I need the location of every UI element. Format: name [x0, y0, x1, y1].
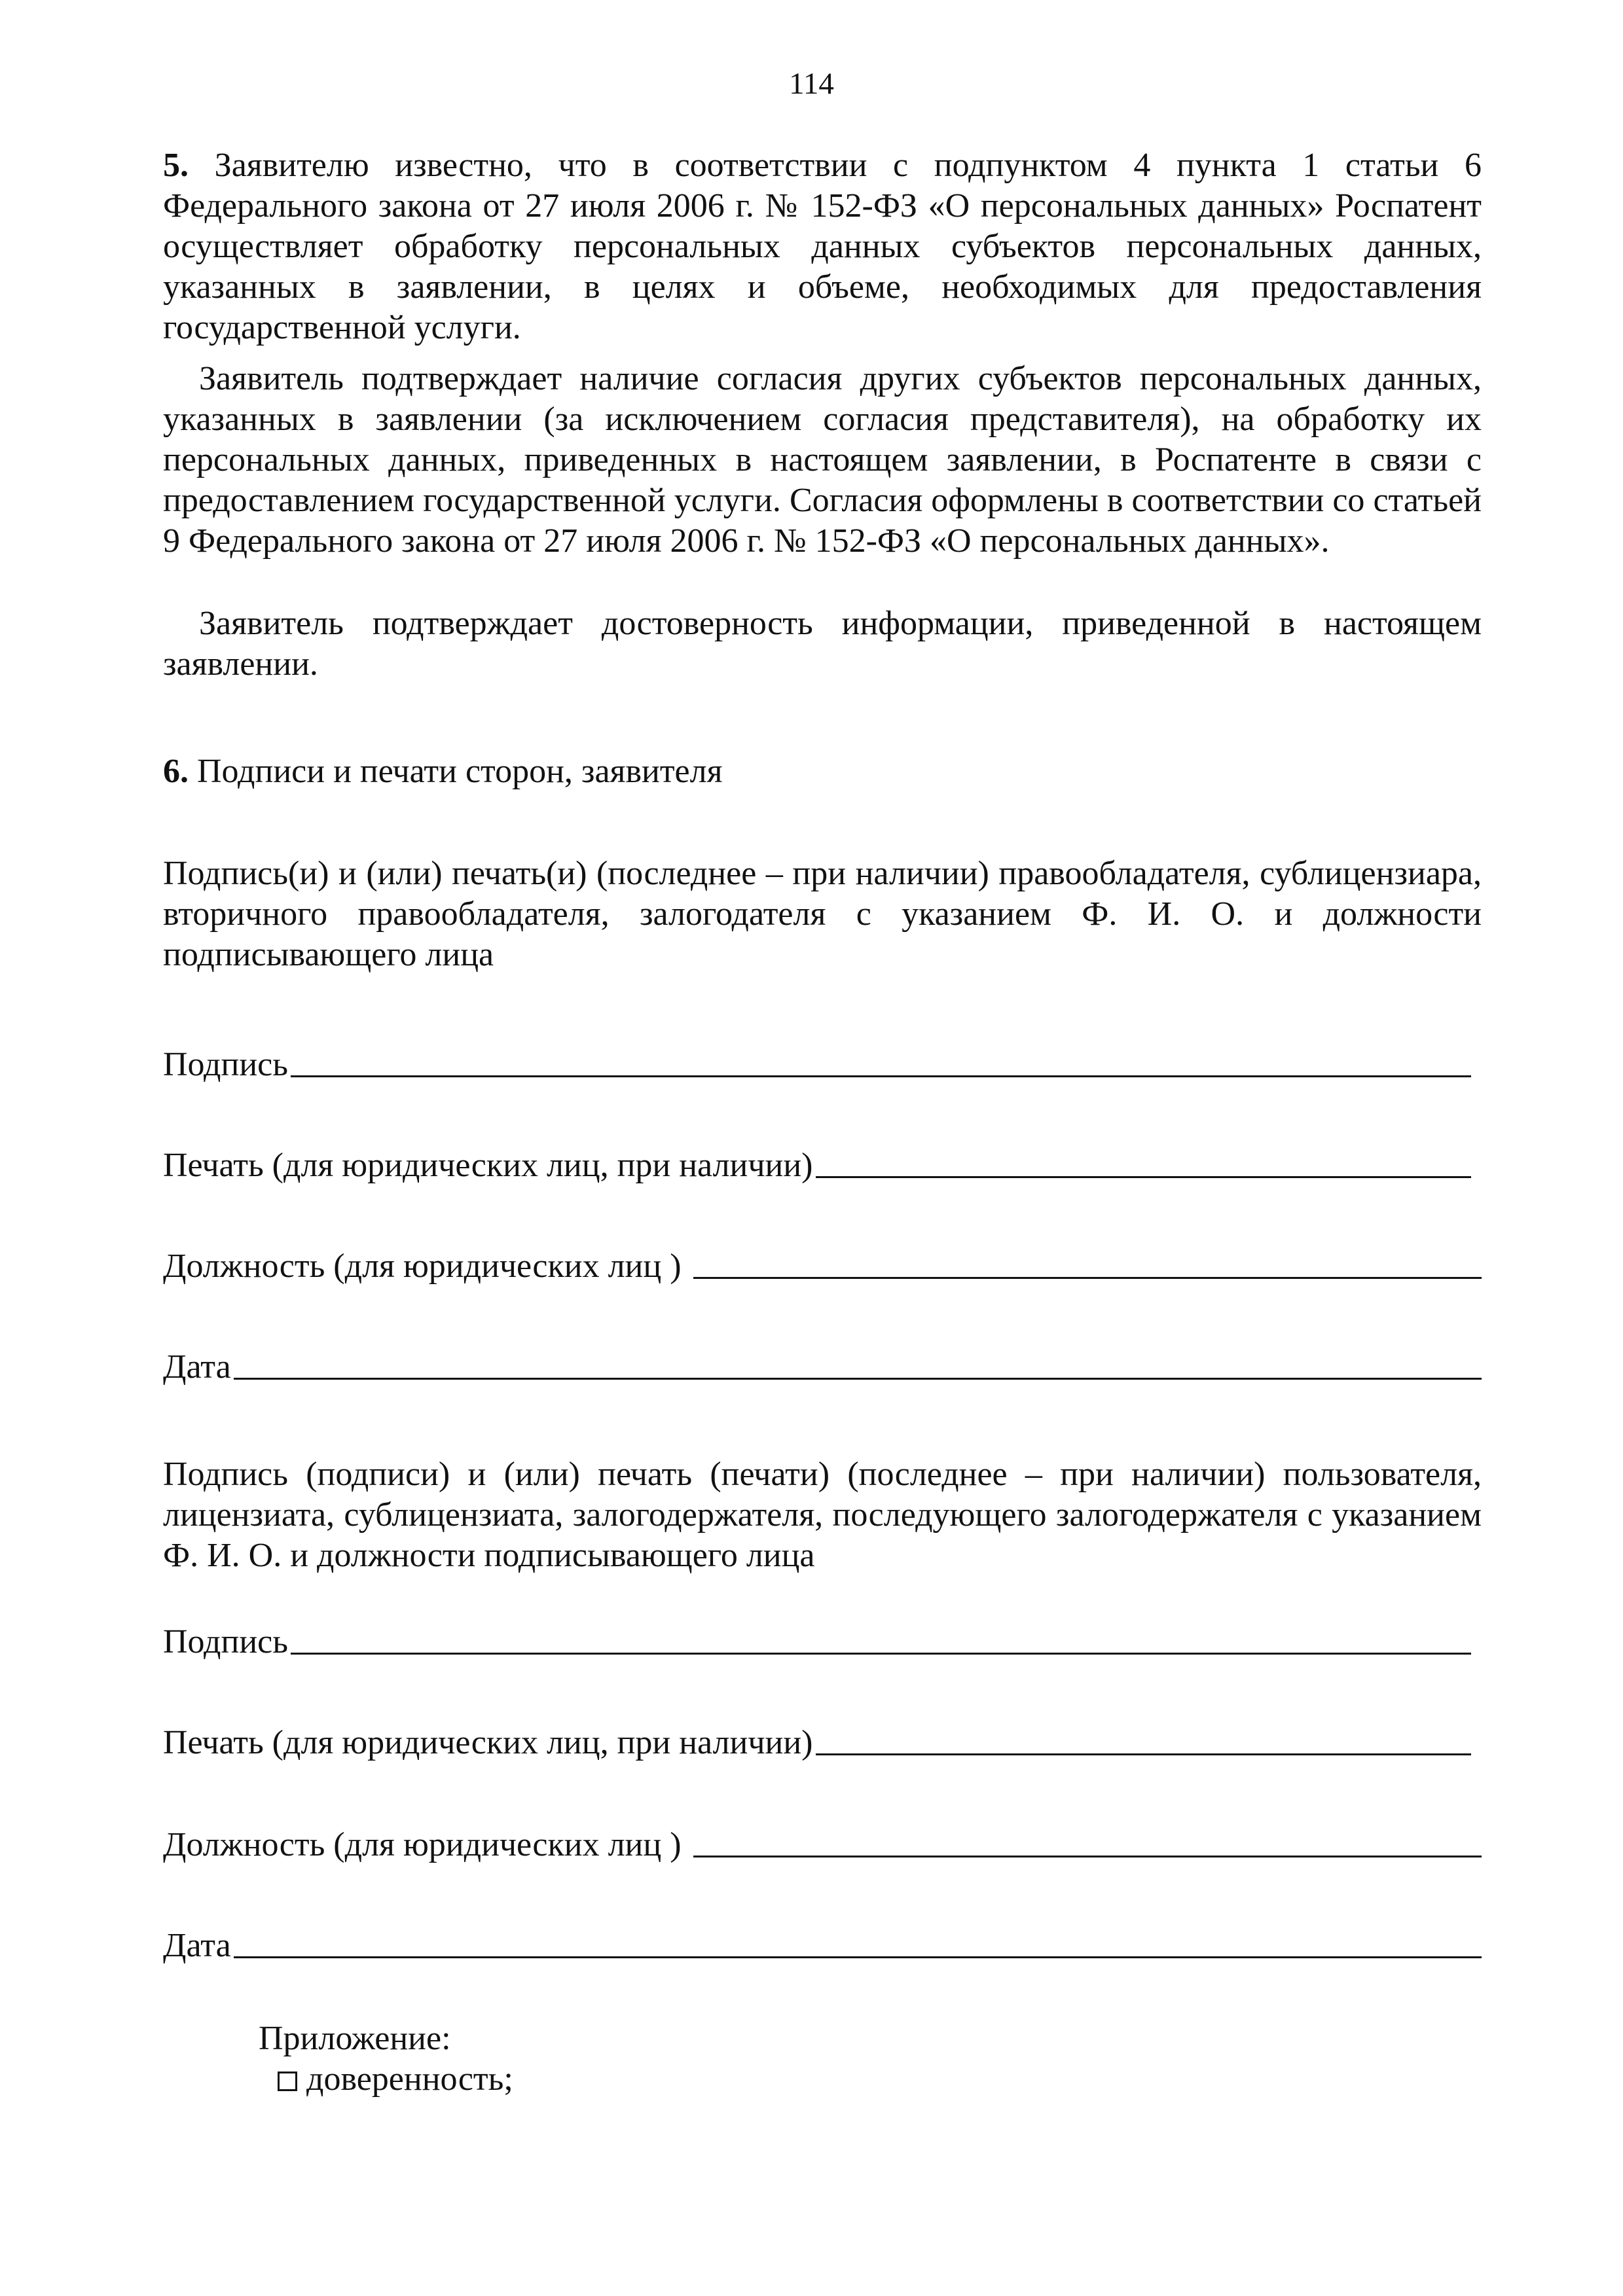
- group1-date-line[interactable]: [234, 1378, 1482, 1380]
- group1-signature-label: Подпись: [163, 1046, 288, 1083]
- group1-seal-label: Печать (для юридических лиц, при наличии): [163, 1147, 813, 1184]
- attachment-checkbox[interactable]: [278, 2072, 297, 2091]
- group1-seal-field[interactable]: [163, 1140, 1471, 1186]
- group2-signature-line[interactable]: [291, 1653, 1471, 1655]
- section6-number: 6.: [163, 753, 189, 790]
- page-number: 114: [789, 67, 834, 101]
- group2-position-field[interactable]: [163, 1820, 1482, 1865]
- section5-paragraph-1: [163, 145, 1482, 348]
- group2-seal-field[interactable]: [163, 1717, 1471, 1763]
- group2-position-label: Должность (для юридических лиц ): [163, 1826, 682, 1863]
- section6-group1-intro: Подпись(и) и (или) печать(и) (последнее – при наличии) правообладателя, сублицензиара, вторичного правообладателя, залогодателя с указанием Ф. И. О. и должности подписывающего лица: [163, 855, 1482, 973]
- group2-signature-label: Подпись: [163, 1623, 288, 1660]
- attachment-item[interactable]: [278, 2059, 513, 2100]
- group2-seal-label: Печать (для юридических лиц, при наличии): [163, 1724, 813, 1761]
- group2-signature-field[interactable]: [163, 1617, 1471, 1662]
- attachment-title: Приложение:: [259, 2020, 451, 2057]
- group1-seal-line[interactable]: [816, 1176, 1472, 1178]
- section6-group2-intro: Подпись (подписи) и (или) печать (печати) (последнее – при наличии) пользователя, лицензиата, сублицензиата, залогодержателя, последующего залогодержателя с указанием Ф. И. О. и должности подписывающего лица: [163, 1456, 1482, 1574]
- attachment-item-label: доверенность;: [306, 2060, 513, 2098]
- group2-date-label: Дата: [163, 1927, 231, 1964]
- group1-position-label: Должность (для юридических лиц ): [163, 1247, 682, 1285]
- group2-date-line[interactable]: [234, 1956, 1482, 1958]
- section6-title: Подписи и печати сторон, заявителя: [197, 753, 723, 790]
- section5-paragraph-2: Заявитель подтверждает наличие согласия других субъектов персональных данных, указанных в заявлении (за исключением согласия представителя), на обработку их персональных данных, приведенных в настоящем заявлении, в Роспатенте в связи с предоставлением государственной услуги. Согласия оформлены в соответствии со статьей 9 Федерального закона от 27 июля 2006 г. № 152-ФЗ «О персональных данных».: [163, 360, 1482, 560]
- section5-para1-text: Заявителю известно, что в соответствии с подпунктом 4 пункта 1 статьи 6 Федерального закона от 27 июля 2006 г. № 152-ФЗ «О персональных данных» Роспатент осуществляет обработку персональных данных субъектов персональных данных, указанных в заявлении, в целях и объеме, необходимых для предоставления государственной услуги.: [163, 147, 1482, 346]
- group1-date-label: Дата: [163, 1348, 231, 1386]
- group1-signature-line[interactable]: [291, 1075, 1471, 1077]
- group1-position-field[interactable]: [163, 1241, 1482, 1287]
- group2-seal-line[interactable]: [816, 1753, 1472, 1755]
- group1-date-field[interactable]: [163, 1342, 1482, 1388]
- section6-heading: [163, 751, 1482, 792]
- group2-date-field[interactable]: [163, 1920, 1482, 1966]
- group1-position-line[interactable]: [693, 1277, 1482, 1279]
- section5-number: 5.: [163, 147, 189, 184]
- group1-signature-field[interactable]: [163, 1039, 1471, 1085]
- section5-paragraph-3: Заявитель подтверждает достоверность информации, приведенной в настоящем заявлении.: [163, 605, 1482, 683]
- group2-position-line[interactable]: [693, 1856, 1482, 1857]
